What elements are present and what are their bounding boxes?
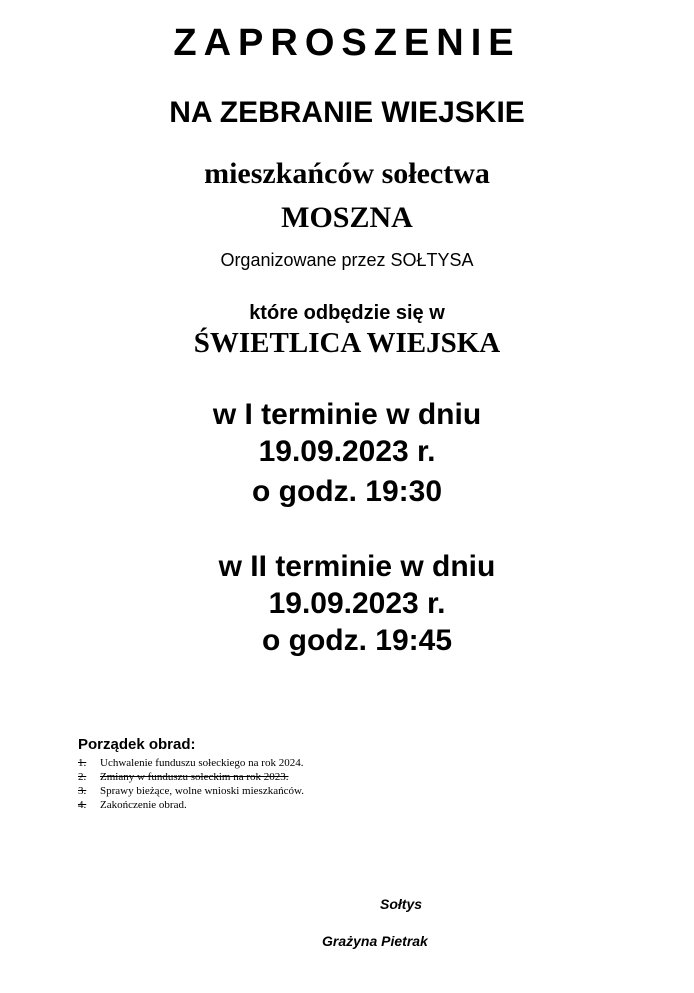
agenda-title: Porządek obrad:: [78, 736, 196, 753]
agenda-item: [78, 798, 304, 812]
agenda-item-number: 4.: [78, 799, 87, 811]
agenda-item: [78, 756, 304, 770]
signature-name: Grażyna Pietrak: [322, 933, 428, 949]
village-name: MOSZNA: [281, 201, 413, 234]
signature-role: Sołtys: [380, 896, 423, 912]
second-term-time: o godz. 19:45: [261, 624, 453, 657]
invitation-title: ZAPROSZENIE: [173, 22, 521, 64]
venue-name: ŚWIETLICA WIEJSKA: [193, 327, 501, 359]
agenda-item-text: Sprawy bieżące, wolne wnioski mieszkańców.: [100, 785, 304, 797]
first-term-label: w I terminie w dniu: [212, 398, 482, 431]
agenda-item-number: 3.: [78, 785, 87, 797]
organizer-line: Organizowane przez SOŁTYSA: [220, 250, 474, 270]
first-term-date: 19.09.2023 r.: [258, 435, 436, 468]
first-term-time: o godz. 19:30: [251, 475, 443, 508]
agenda: [78, 736, 304, 812]
agenda-list: [78, 756, 304, 812]
agenda-item-text: Zakończenie obrad.: [100, 799, 187, 811]
meeting-subtitle: NA ZEBRANIE WIEJSKIE: [169, 96, 525, 129]
agenda-item-text: Uchwalenie funduszu sołeckiego na rok 2024.: [100, 757, 304, 769]
agenda-item-number: 1.: [78, 757, 87, 769]
venue-intro: które odbędzie się w: [249, 302, 445, 324]
second-term-date: 19.09.2023 r.: [268, 587, 446, 620]
agenda-item-number: 2.: [78, 771, 87, 783]
agenda-item: [78, 770, 304, 784]
agenda-item-text: Zmiany w funduszu sołeckim na rok 2023.: [100, 771, 289, 783]
agenda-item: [78, 784, 304, 798]
residents-line: mieszkańców sołectwa: [204, 157, 490, 190]
second-term-label: w II terminie w dniu: [218, 550, 496, 583]
